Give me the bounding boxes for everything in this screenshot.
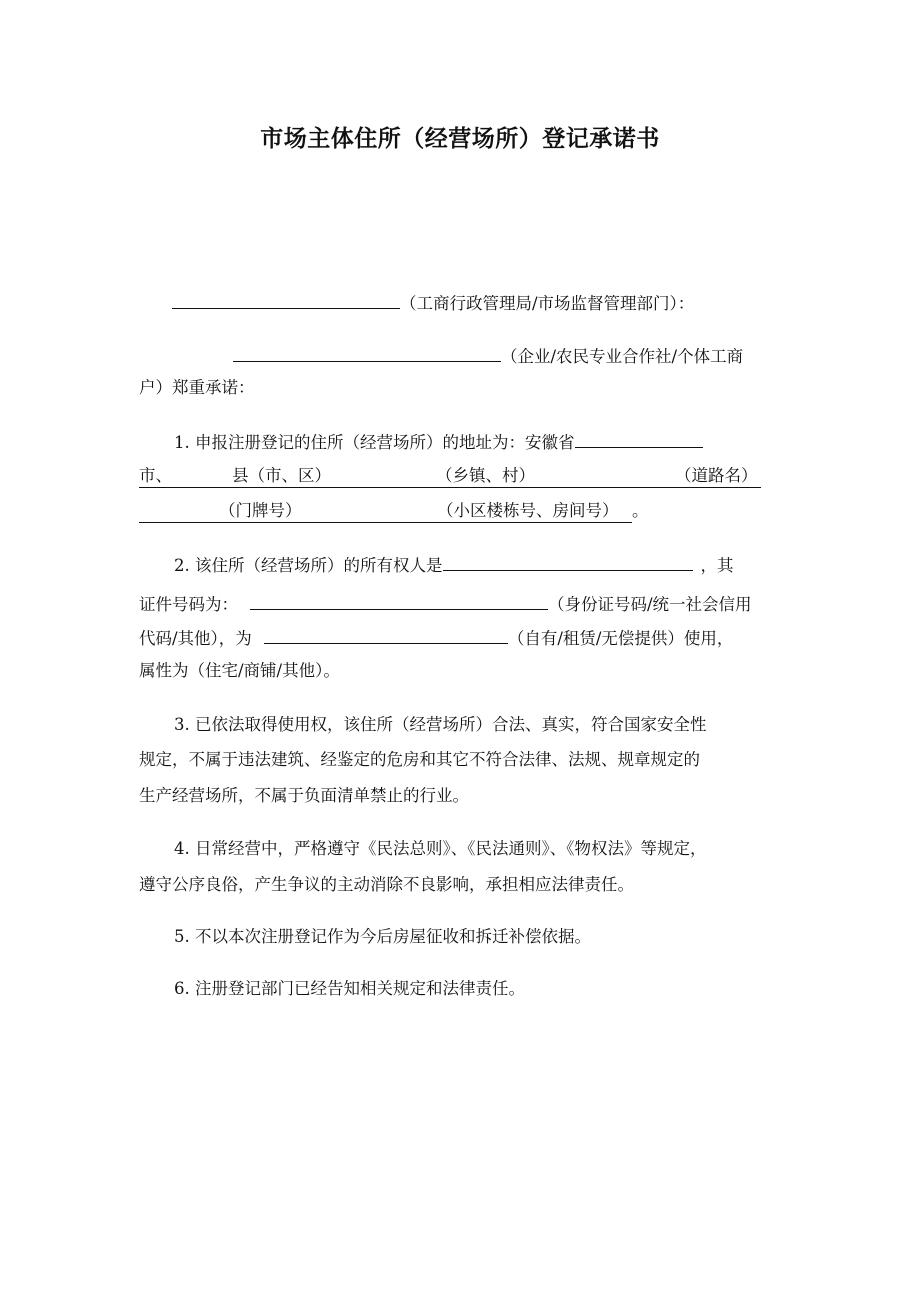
usage-type-blank[interactable] — [264, 625, 508, 644]
item2-line1-prefix: 2. 该住所（经营场所）的所有权人是 — [174, 556, 443, 575]
room-label: （小区楼栋号、房间号） — [437, 501, 619, 520]
item1-line2 — [139, 465, 761, 488]
item4-line1: 4. 日常经营中，严格遵守《民法总则》、《民法通则》、《物权法》等规定， — [174, 839, 707, 858]
item2-line3-prefix: 代码/其他），为 — [139, 629, 252, 648]
addressee-blank[interactable] — [172, 290, 400, 309]
road-label: （道路名） — [675, 466, 758, 485]
item1-line1 — [174, 429, 774, 454]
item2-line4: 属性为（住宅/商铺/其他）。 — [139, 661, 340, 680]
id-number-blank[interactable] — [250, 591, 548, 610]
owner-blank[interactable] — [443, 552, 693, 571]
addressee-line — [172, 290, 772, 315]
item5: 5. 不以本次注册登记作为今后房屋征收和拆迁补偿依据。 — [174, 927, 591, 946]
promisor-blank[interactable] — [233, 343, 501, 362]
item3-line1: 3. 已依法取得使用权，该住所（经营场所）合法、真实，符合国家安全性 — [174, 715, 707, 734]
province-blank[interactable] — [575, 429, 703, 448]
item3-line2: 规定，不属于违法建筑、经鉴定的危房和其它不符合法律、法规、规章规定的 — [139, 750, 700, 769]
item6: 6. 注册登记部门已经告知相关规定和法律责任。 — [174, 979, 525, 998]
item2-line2 — [139, 591, 781, 616]
doorplate-label: （门牌号） — [219, 501, 302, 520]
city-label: 市、 — [139, 466, 172, 485]
item4-line2: 遵守公序良俗，产生争议的主动消除不良影响，承担相应法律责任。 — [139, 875, 634, 894]
item2-line2-prefix: 证件号码为： — [139, 595, 238, 614]
item1-end: 。 — [632, 501, 649, 520]
page-title: 市场主体住所（经营场所）登记承诺书 — [260, 126, 660, 152]
item2-line2-suffix: （身份证号码/统一社会信用 — [548, 595, 752, 614]
item2-line3 — [139, 625, 781, 650]
addressee-suffix: （工商行政管理局/市场监督管理部门）： — [400, 294, 695, 313]
promisor-suffix: （企业/农民专业合作社/个体工商 — [501, 347, 744, 366]
item2-line1 — [174, 552, 781, 577]
promisor-continuation: 户）郑重承诺： — [139, 378, 255, 397]
item3-line3: 生产经营场所，不属于负面清单禁止的行业。 — [139, 786, 469, 805]
item2-line3-suffix: （自有/租赁/无偿提供）使用， — [507, 629, 734, 648]
township-label: （乡镇、村） — [436, 466, 535, 485]
item2-line1-suffix: ，其 — [700, 556, 734, 575]
item1-text: 1. 申报注册登记的住所（经营场所）的地址为：安徽省 — [174, 433, 575, 452]
promisor-line — [233, 343, 781, 368]
county-label: 县（市、区） — [232, 466, 331, 485]
